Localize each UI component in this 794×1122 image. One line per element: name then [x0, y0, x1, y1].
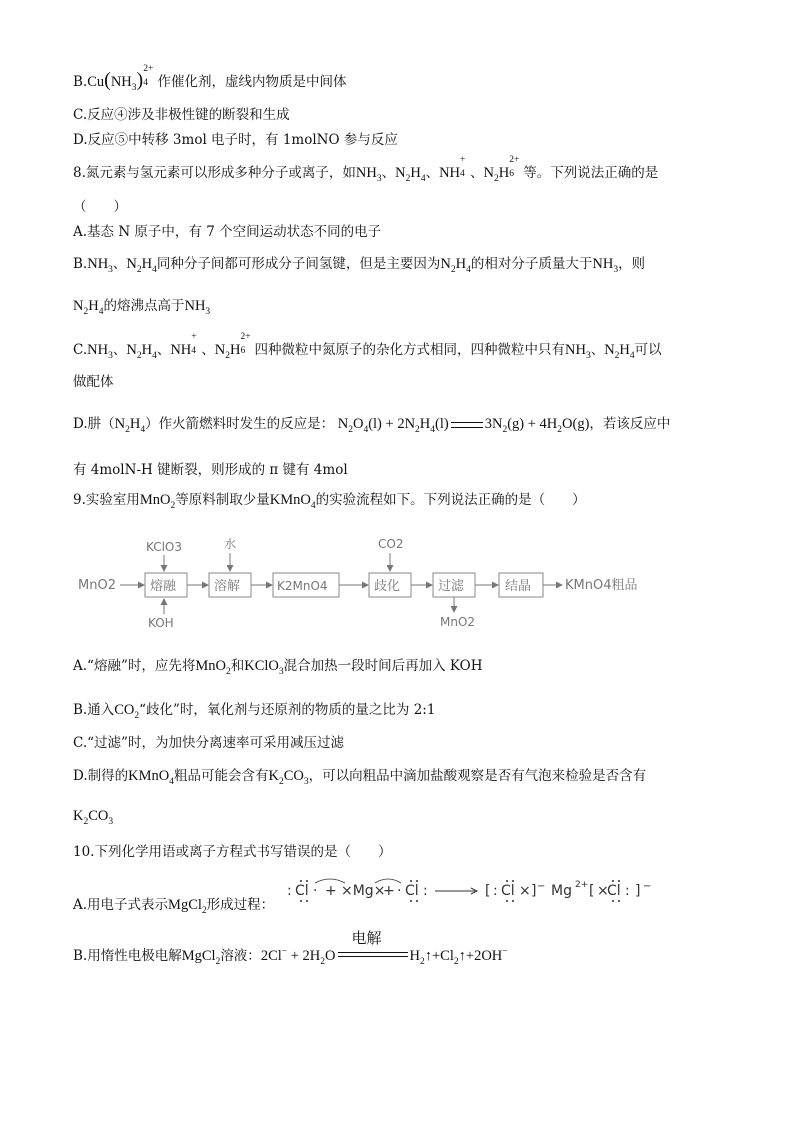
q7-option-c: C.反应④涉及非极性键的断裂和生成 [73, 107, 290, 123]
q10-stem: 10.下列化学用语或离子方程式书写错误的是（ ） [73, 844, 392, 860]
q8-option-b-cont: $N_2H_4$的熔沸点高于$NH_3$ [73, 298, 211, 317]
svg-text::: : [625, 883, 630, 899]
q8-option-d: D.肼$(N_2H_4)$作火箭燃料时发生的反应是： $N_2O_4(l) + 2N_2H_4(l) 3N_2(g) + 4H_2O(g)$，若该反应中 [73, 416, 671, 435]
svg-text:结晶: 结晶 [505, 579, 532, 594]
q9-stem: 9.实验室用MnO$_2$等原料制取少量KMnO$_4$的实验流程如下。下列说法正确的是（ ） [73, 492, 586, 511]
svg-text:Mg: Mg [551, 883, 572, 899]
svg-text:×Mg×: ×Mg× [341, 883, 386, 899]
svg-text:−: − [537, 881, 546, 892]
svg-text:Cl: Cl [295, 883, 309, 899]
svg-text:×: × [519, 883, 531, 899]
svg-text:歧化: 歧化 [374, 579, 401, 594]
svg-text:Cl: Cl [501, 883, 515, 899]
svg-text::: : [493, 883, 498, 899]
q8-stem: 8.氮元素与氢元素可以形成多种分子或离子，如$NH_3$、$N_2H_4$、NH + 4 、$N_2H$ 2+ 6 等。下列说法正确的是 [73, 155, 659, 184]
svg-text::: : [287, 883, 292, 899]
q9-option-d: D.制得的KMnO$_4$粗品可能会含有$K_2CO_3$，可以向粗品中滴加盐酸观察是否有气泡来检验是否含有 [73, 768, 647, 787]
q9-option-a: A.“熔融”时，应先将MnO$_2$和KClO$_3$混合加热一段时间后再加入 KOH [73, 658, 483, 677]
svg-text:熔融: 熔融 [150, 579, 177, 594]
q7-option-d: D.反应⑤中转移 3mol 电子时，有 1molNO 参与反应 [73, 132, 398, 148]
svg-text::: : [423, 883, 428, 899]
svg-text:+: + [325, 883, 337, 899]
q8-answer-paren: （ ） [73, 199, 127, 215]
flow-reagent-water: 水 [224, 537, 237, 551]
flow-reagent-kclo3: KClO3 [146, 540, 183, 554]
svg-text:×: × [597, 883, 609, 899]
electron-dot-formation-image [285, 873, 675, 913]
svg-text:Cl: Cl [405, 883, 419, 899]
q9-option-c: C.“过滤”时，为加快分离速率可采用减压过滤 [73, 735, 344, 751]
svg-text:−: − [643, 881, 652, 892]
svg-text:过滤: 过滤 [438, 579, 465, 594]
svg-text:[: [ [589, 883, 595, 899]
q8-option-c-cont: 做配体 [73, 374, 114, 390]
svg-text:+: + [383, 883, 395, 899]
flow-input: MnO2 [78, 578, 116, 593]
q8-option-b: $B.NH_3$、$N_2H_4$同种分子间都可形成分子间氢键，但是主要因为$N_2H_4$的相对分子质量大于$NH_3$，则 [73, 256, 646, 275]
q9-option-d-cont: $K_2CO_3$ [73, 808, 114, 827]
svg-text:]: ] [635, 883, 641, 899]
svg-text:]: ] [531, 883, 537, 899]
electrolysis-condition: 电解 [338, 946, 408, 960]
svg-text:Cl: Cl [607, 883, 621, 899]
q10-option-b: B.用惰性电极电解MgCl$_2$溶液：$2Cl^- + 2H_2O$ 电解 $H_2↑+Cl_2↑+2OH^-$ [73, 929, 508, 967]
q9-option-b: B.通入$CO_2“$歧化”时，氧化剂与还原剂的物质的量之比为 2:1 [73, 702, 436, 721]
flow-product: KMnO4粗品 [565, 578, 638, 593]
q8-option-c: $C.NH_3$、$N_2H_4$、NH + 4 、$N_2H$ 2+ 6 四种微粒中氮原子的杂化方式相同，四种微粒中只有$NH_3$、$N_2H_4$可以 [73, 332, 662, 361]
svg-text:K2MnO4: K2MnO4 [277, 579, 328, 593]
q7-option-b: $B.Cu(NH_3)$ 2+ 4 作催化剂，虚线内物质是中间体 [73, 64, 347, 93]
svg-text:·: · [397, 883, 402, 899]
svg-text:[: [ [485, 883, 491, 899]
flow-reagent-co2: CO2 [378, 537, 404, 551]
flow-reagent-koh: KOH [148, 616, 174, 630]
q8-option-a: A.基态 N 原子中，有 7 个空间运动状态不同的电子 [73, 224, 382, 240]
q8-option-d-cont: 有 4molN-H 键断裂，则形成的 π 键有 4mol [73, 462, 348, 478]
svg-text:·: · [313, 883, 318, 899]
option-letter: B. [73, 74, 88, 90]
svg-text:溶解: 溶解 [214, 579, 241, 594]
q9-flow-diagram [72, 530, 712, 640]
q10-option-a: A.用电子式表示MgCl$_2$形成过程： [73, 897, 275, 916]
flow-byproduct: MnO2 [440, 615, 476, 629]
svg-text:2+: 2+ [575, 880, 589, 890]
